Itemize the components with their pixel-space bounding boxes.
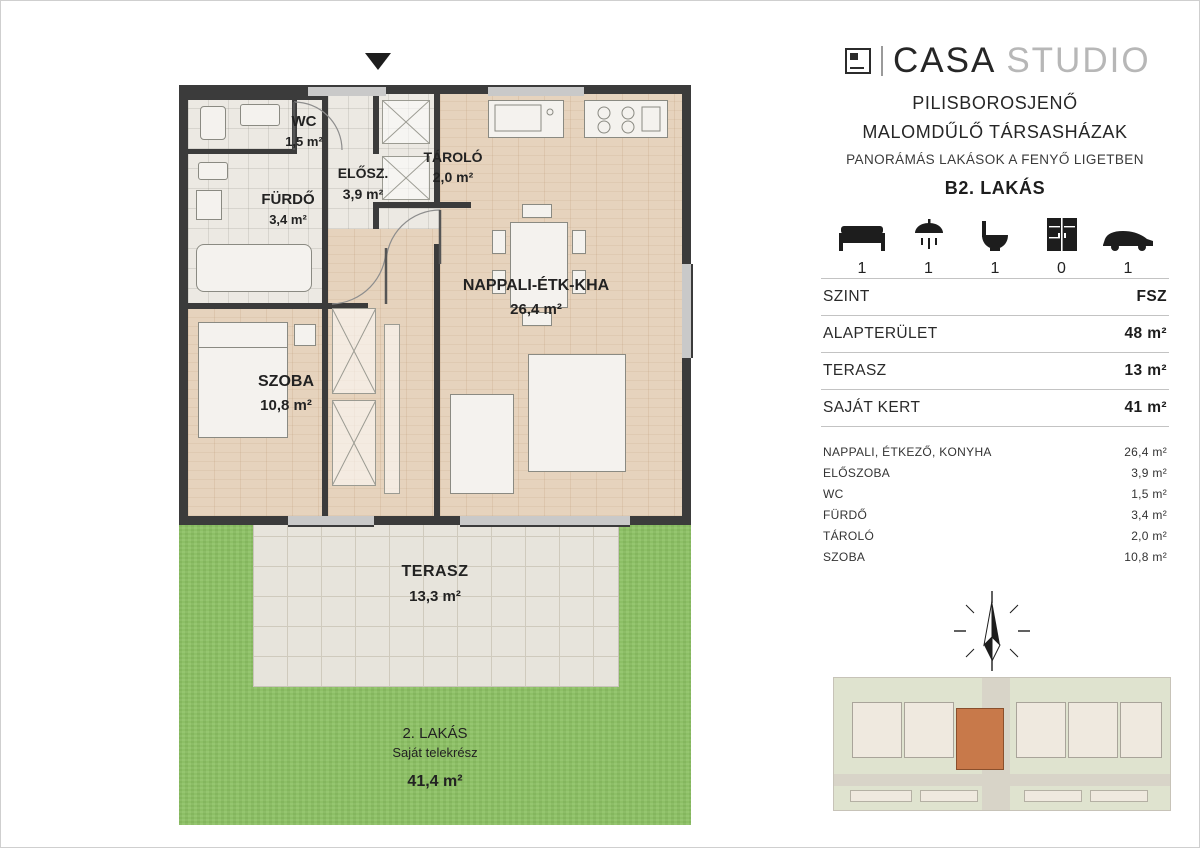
toilet-icon xyxy=(968,215,1022,253)
terrace-door xyxy=(460,516,630,527)
compass-north-icon xyxy=(946,589,1038,673)
spec-value: 13 m² xyxy=(1071,353,1169,390)
shower-icon xyxy=(902,215,956,253)
table-row xyxy=(821,525,1169,546)
site-key-plan xyxy=(833,677,1171,811)
brand-name-primary: CASA xyxy=(893,41,997,80)
room-area: 3,9 m² xyxy=(342,186,384,202)
project-name: MALOMDŰLŐ TÁRSASHÁZAK xyxy=(862,122,1128,142)
floor-plan-drawing xyxy=(31,25,791,825)
window xyxy=(488,85,584,96)
logo-icon xyxy=(845,48,871,74)
keyplan-plot xyxy=(1024,790,1082,802)
keyplan-unit xyxy=(1068,702,1118,758)
washing-machine-fixture xyxy=(196,190,222,220)
nightstand xyxy=(294,324,316,346)
window xyxy=(308,85,386,96)
table-row xyxy=(821,390,1169,427)
room-list-value: 26,4 m² xyxy=(1124,444,1167,459)
coffee-table xyxy=(450,394,514,494)
bed-count: 1 xyxy=(857,260,867,277)
keyplan-highlighted-unit xyxy=(956,708,1004,770)
table-row xyxy=(821,483,1169,504)
garden-unit-name: 2. LAKÁS xyxy=(402,725,468,742)
room-list-label: FÜRDŐ xyxy=(823,507,868,522)
table-row xyxy=(821,316,1169,353)
table-row xyxy=(821,546,1169,567)
room-name: TÁROLÓ xyxy=(423,149,483,165)
spec-value: 41 m² xyxy=(1071,390,1169,427)
garden-label xyxy=(253,725,617,791)
room-list-label: ELŐSZOBA xyxy=(823,465,891,480)
terrace-door xyxy=(288,516,374,527)
garden-area-value: 41,4 m² xyxy=(407,773,463,790)
chair xyxy=(572,230,586,254)
terrace-name: TERASZ xyxy=(401,563,469,580)
room-list-label: NAPPALI, ÉTKEZŐ, KONYHA xyxy=(823,444,992,459)
room-area: 2,0 m² xyxy=(432,169,474,185)
amenity-wardrobe xyxy=(1035,215,1089,278)
terrace-label xyxy=(253,563,617,605)
spec-table xyxy=(821,278,1169,427)
brand-name-secondary: STUDIO xyxy=(1006,41,1151,80)
spec-value: FSZ xyxy=(1071,279,1169,316)
keyplan-unit xyxy=(904,702,954,758)
room-label-nappali xyxy=(421,277,651,318)
car-icon xyxy=(1101,215,1155,253)
keyplan-plot xyxy=(1090,790,1148,802)
room-list-value: 1,5 m² xyxy=(1131,486,1167,501)
chair xyxy=(522,204,552,218)
room-area: 26,4 m² xyxy=(510,301,562,318)
door-swing-icon xyxy=(328,244,388,306)
amenity-icons xyxy=(821,215,1169,278)
room-area: 1,5 m² xyxy=(285,134,323,149)
toilet-fixture xyxy=(200,106,226,140)
window xyxy=(682,264,693,358)
room-list-value: 2,0 m² xyxy=(1131,528,1167,543)
chair xyxy=(492,230,506,254)
room-name: FÜRDŐ xyxy=(261,191,315,208)
wardrobe-count: 0 xyxy=(1057,260,1066,277)
bed-icon xyxy=(835,215,889,253)
table-row xyxy=(821,279,1169,316)
bathtub-fixture xyxy=(196,244,312,292)
amenity-shower xyxy=(902,215,956,278)
room-label-szoba xyxy=(211,373,361,414)
room-name: SZOBA xyxy=(258,373,314,390)
location-text: PILISBOROSJENŐ xyxy=(912,93,1078,113)
storage-cross-icon xyxy=(382,100,430,144)
room-list-value: 3,4 m² xyxy=(1131,507,1167,522)
room-name: ELŐSZ. xyxy=(337,165,389,181)
car-count: 1 xyxy=(1123,260,1133,277)
room-label-tarolo xyxy=(399,149,507,185)
entry-direction-arrow-icon xyxy=(365,53,391,70)
unit-title: B2. LAKÁS xyxy=(944,178,1046,198)
spec-label: ALAPTERÜLET xyxy=(821,316,1071,353)
burner-icon xyxy=(588,104,664,134)
toilet-count: 1 xyxy=(990,260,1000,277)
terrace-area-value: 13,3 m² xyxy=(409,588,461,605)
keyplan-unit xyxy=(1016,702,1066,758)
wall-seg xyxy=(188,149,296,154)
logo-divider xyxy=(881,46,883,76)
room-list-value: 3,9 m² xyxy=(1131,465,1167,480)
door-swing-icon xyxy=(384,208,442,266)
keyplan-road xyxy=(834,774,1170,786)
tagline: PANORÁMÁS LAKÁSOK A FENYŐ LIGETBEN xyxy=(846,152,1144,167)
wall-seg xyxy=(373,206,379,229)
table-row xyxy=(821,504,1169,525)
sliding-door xyxy=(384,324,400,494)
keyplan-plot xyxy=(850,790,912,802)
garden-subtitle: Saját telekrész xyxy=(392,745,478,760)
keyplan-unit xyxy=(1120,702,1162,758)
brand-logo xyxy=(845,41,1169,81)
sofa xyxy=(528,354,626,472)
sink-fixture xyxy=(198,162,228,180)
room-list-label: SZOBA xyxy=(823,549,866,564)
room-area: 3,4 m² xyxy=(269,212,307,227)
wardrobe-icon xyxy=(1035,215,1089,253)
spec-label: SAJÁT KERT xyxy=(821,390,1071,427)
spec-label: TERASZ xyxy=(821,353,1071,390)
room-name: WC xyxy=(291,113,317,130)
room-list-value: 10,8 m² xyxy=(1124,549,1167,564)
amenity-bed xyxy=(835,215,889,278)
amenity-toilet xyxy=(968,215,1022,278)
table-row xyxy=(821,441,1169,462)
room-area-table xyxy=(821,441,1169,567)
wall-seg xyxy=(373,94,379,154)
room-name: NAPPALI-ÉTK-KHA xyxy=(462,277,610,294)
sink-basin-icon xyxy=(494,104,558,134)
amenity-parking xyxy=(1101,215,1155,278)
room-label-wc xyxy=(249,113,359,149)
room-list-label: TÁROLÓ xyxy=(823,528,875,543)
spec-label: SZINT xyxy=(821,279,1071,316)
shower-count: 1 xyxy=(924,260,933,277)
room-list-label: WC xyxy=(823,486,844,501)
spec-value: 48 m² xyxy=(1071,316,1169,353)
pillow xyxy=(198,322,288,348)
table-row xyxy=(821,353,1169,390)
room-area: 10,8 m² xyxy=(260,397,312,414)
table-row xyxy=(821,462,1169,483)
keyplan-unit xyxy=(852,702,902,758)
keyplan-plot xyxy=(920,790,978,802)
info-panel xyxy=(821,41,1169,567)
